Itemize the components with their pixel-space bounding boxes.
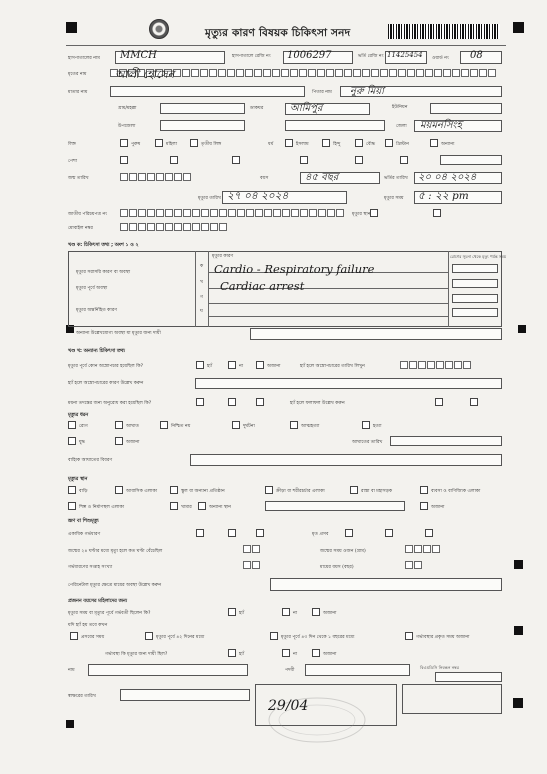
divider [208,316,448,317]
sex-male-checkbox[interactable] [120,139,128,147]
sex-label: লিঙ্গ [68,142,76,147]
surgery-yes-label: হ্যাঁ [207,364,213,369]
religion-islam-checkbox[interactable] [285,139,293,147]
manner-war-label: যুদ্ধ [79,440,86,445]
manner-unknown-label: অজানা [126,440,140,445]
col-cause-label: মৃত্যুর কারণ [212,254,234,259]
hours-cells[interactable] [243,545,261,553]
birth-date-cells[interactable] [120,173,192,181]
sig-date-field[interactable] [120,689,250,701]
manner-date-field[interactable] [390,436,502,446]
manner-heading: মৃত্যুর ধরন [68,413,89,418]
manner-war-checkbox[interactable] [68,437,76,445]
place-other-checkbox[interactable] [198,502,206,510]
job-checkbox[interactable] [300,156,308,164]
manner-date-label: আঘাতের তারিখ [352,440,383,445]
place-home-label: বাড়ি [79,489,88,494]
religion-label: ধর্ম [268,142,274,147]
post-label: ডাকঘর [250,106,264,111]
sig-name-field[interactable] [88,664,248,676]
place-residential-label: আবাসিক এলাকা [126,489,158,494]
contributed-no-checkbox[interactable] [282,649,290,657]
religion-christian-label: খ্রিস্টান [396,142,409,147]
place-road-checkbox[interactable] [350,486,358,494]
ward-label: ওয়ার্ড নং [432,56,449,61]
registration-mark [513,698,523,708]
contributed-unknown-checkbox[interactable] [312,649,320,657]
nid-cells[interactable] [120,209,345,217]
manner-unknown-checkbox[interactable] [115,437,123,445]
row-a-label: মৃত্যুর সরাসরি কারণ বা অবস্থা [76,270,131,275]
sex-female-checkbox[interactable] [155,139,163,147]
place-unknown-label: অজানা [431,505,445,510]
sig-bmdc-label: বিএমডিসি নিবন্ধন নম্বর [420,665,460,670]
interval-field[interactable] [452,308,498,317]
interval-field[interactable] [452,279,498,288]
sig-bmdc-field[interactable] [435,672,502,682]
pregnant-yes-label: হ্যাঁ [239,611,245,616]
place-checkbox[interactable] [433,209,441,217]
place-school-label: স্কুল বা অন্যান্য প্রতিষ্ঠান [181,489,225,494]
part2-heading: খণ্ড খ: অন্যান্য চিকিৎসা তথ্য [68,349,125,354]
phone-cells[interactable] [120,223,228,231]
interval-field[interactable] [452,264,498,273]
place-sports-checkbox[interactable] [265,486,273,494]
job-checkbox[interactable] [232,156,240,164]
admit-date-label: ভর্তির তারিখ [384,176,408,181]
pregnant-yes-checkbox[interactable] [228,608,236,616]
manner-homicide-label: হত্যা [373,424,382,429]
union-field[interactable] [430,103,502,114]
name-label: মৃতের নাম [68,72,87,77]
place-industrial-checkbox[interactable] [68,502,76,510]
hospital-value: MMCH [120,50,157,61]
place-other-label: অন্যান্য স্থান [209,505,232,510]
manner-injury-checkbox[interactable] [115,421,123,429]
upazila-field[interactable] [160,120,245,131]
perinatal-label: পেরিনেটাল মৃত্যুর ক্ষেত্রে মায়ের অবস্থা উল্লেখ করুন [68,583,162,588]
sex-third-label: তৃতীয় লিঙ্গ [201,142,222,147]
religion-christian-checkbox[interactable] [385,139,393,147]
father-label: পিতার নাম [312,90,332,95]
manner-accident-label: দুর্ঘটনা [243,424,255,429]
district-label: জেলা [396,124,407,129]
contributed-unknown-label: অজানা [323,652,337,657]
mother-age-label: মায়ের বয়স (বছর) [320,565,354,570]
job-checkbox[interactable] [400,156,408,164]
job-checkbox[interactable] [120,156,128,164]
sig-designation-label: পদবী [285,668,295,673]
divider [208,303,448,304]
place-unknown-checkbox[interactable] [420,502,428,510]
when-delivery-checkbox[interactable] [70,632,78,640]
part1-heading: খণ্ড ক: চিকিৎসা তথ্য ; অংশ ১ ও ২ [68,243,139,248]
reg-label: হাসপাতালে রেজি নং [232,54,271,59]
maternal-heading: প্রজনন বয়সের মহিলাদের জন্য [68,599,127,604]
village-label: গ্রাম/মহল্লা [118,106,137,111]
union-label: ইউনিয়ন [392,105,408,110]
job-label: পেশা [68,159,78,164]
place-home-checkbox[interactable] [68,486,76,494]
sex-third-checkbox[interactable] [190,139,198,147]
when-unknown-label: গর্ভাবস্থার প্রকৃত সময় অজানা [416,635,470,640]
death-time-label: মৃত্যুর সময় [384,196,404,201]
hours-label: জন্মের ২৪ ঘণ্টার মধ্যে মৃত্যু হলে কত ঘণ্টা বেঁচেছিল [68,549,163,554]
age-label: বয়স [260,176,269,181]
place-farm-label: খামার [181,505,192,510]
when-unknown-checkbox[interactable] [405,632,413,640]
stillbirth-label: মৃত প্রসব [312,532,329,537]
contributed-no-label: না [293,652,298,657]
stillbirth-unknown-checkbox[interactable] [425,529,433,537]
when-delivery-label: প্রসবের সময় [81,635,105,640]
ward-value: 08 [470,50,483,61]
father-value: নুরু মিয়া [350,86,385,97]
surgery-reason-label: হ্যাঁ হলে অস্ত্রোপচারের কারণ উল্লেখ করুন [68,381,144,386]
divider [195,251,196,327]
when-1year-label: মৃত্যুর পূর্বে ৪৩ দিন থেকে ১ বছরের মধ্যে [281,635,355,640]
reg-value: 1006297 [287,50,332,61]
autopsy-result-checkbox[interactable] [470,398,478,406]
manner-suicide-label: আত্মহত্যা [301,424,320,429]
surgery-no-label: না [239,364,244,369]
registration-mark [514,626,523,635]
surgery-label: মৃত্যুর পূর্বে কোন অস্ত্রোপচার হয়েছিল কি? [68,364,144,369]
surgery-date-label: হ্যাঁ হলে অস্ত্রোপচারের তারিখ লিখুন [300,364,365,369]
manner-accident-checkbox[interactable] [232,421,240,429]
place-industrial-label: শিল্প ও নির্মাণস্থল এলাকা [79,505,125,510]
when-42days-label: মৃত্যুর পূর্বে ৪২ দিনের মধ্যে [156,635,205,640]
contributed-yes-checkbox[interactable] [228,649,236,657]
cause-a-value[interactable]: Cardio - Respiratory failure [214,262,375,276]
interval-field[interactable] [452,294,498,303]
phone-label: মোবাইল নম্বর [68,226,93,231]
admit-date-value: ২০ ০৪ ২০২৪ [418,172,477,183]
contributed-yes-label: হ্যাঁ [239,652,245,657]
government-seal-icon [149,19,169,39]
external-field[interactable] [190,454,502,466]
external-label: বাহ্যিক আঘাতের বিবরণ [68,458,113,463]
autopsy-result-checkbox[interactable] [435,398,443,406]
autopsy-yes-checkbox[interactable] [196,398,204,406]
part2-label: অন্যান্য উল্লেখযোগ্য অবস্থা যা মৃত্যুর জন্য দায়ী [76,331,161,336]
when-42days-checkbox[interactable] [145,632,153,640]
row-letter: গ [200,295,204,300]
place-farm-checkbox[interactable] [170,502,178,510]
row-b-label: মৃত্যুর পূর্বে অবস্থা [76,286,108,291]
manner-homicide-checkbox[interactable] [362,421,370,429]
village-value: আমিপুর [290,103,323,114]
religion-islam-label: ইসলাম [296,142,309,147]
col-interval-label: রোগের সূচনা থেকে মৃত্যু পর্যন্ত সময় [450,254,507,259]
place-commercial-label: ব্যবসা ও বাণিজ্যিক এলাকা [431,489,481,494]
sex-male-label: পুরুষ [131,142,141,147]
registration-mark [513,22,524,33]
village-field[interactable] [160,103,245,114]
row-letter: ঘ [200,309,203,314]
mother-field[interactable] [110,86,305,97]
surgery-no-checkbox[interactable] [228,361,236,369]
district-value: ময়মনসিংহ [420,120,462,131]
pregnant-no-label: না [293,611,298,616]
manner-disease-checkbox[interactable] [68,421,76,429]
mother-label: মাতার নাম [68,90,88,95]
row-letter: ক [200,264,204,269]
pregnant-no-checkbox[interactable] [282,608,290,616]
age-value: ৪৫ বছর [305,172,339,183]
when-1year-checkbox[interactable] [270,632,278,640]
cause-b-value[interactable]: Cardiac arrest [220,279,305,293]
death-date-label: মৃত্যুর তারিখ [198,196,221,201]
surgery-unknown-checkbox[interactable] [256,361,264,369]
seal-box[interactable] [402,684,502,714]
perinatal-field[interactable] [270,578,502,591]
name-value: আলী হোসেন [115,68,175,81]
contributed-label: গর্ভাবস্থা কি মৃত্যুর জন্য দায়ী ছিল? [105,652,168,657]
multiple-yes-checkbox[interactable] [196,529,204,537]
religion-buddhist-checkbox[interactable] [355,139,363,147]
signature-text: 29/04 [268,698,309,714]
place-school-checkbox[interactable] [170,486,178,494]
autopsy-result-label: হ্যাঁ হলে ফলাফল উল্লেখ করুন [290,401,345,406]
religion-hindu-checkbox[interactable] [322,139,330,147]
death-time-value: ৫ : ২২ pm [418,190,469,202]
manner-uncertain-checkbox[interactable] [160,421,168,429]
divider [448,251,449,327]
manner-injury-label: আঘাত [126,424,139,429]
sig-date-label: স্বাক্ষরের তারিখ [68,694,96,699]
hospital-label: হাসপাতালের নাম [68,56,100,61]
place-residential-checkbox[interactable] [115,486,123,494]
sex-female-label: মহিলা [166,142,178,147]
death-date-value: ২৭ ০৪ ২০২৪ [227,190,289,202]
place-heading: মৃত্যুর স্থান [68,477,88,482]
weeks-cells[interactable] [243,561,261,569]
bed-label: ভর্তি রেজি নং [358,54,384,59]
row-letter: খ [200,280,204,285]
surgery-unknown-label: অজানা [267,364,281,369]
stillbirth-yes-checkbox[interactable] [345,529,353,537]
registration-mark [66,22,77,33]
weight-label: জন্মের সময় ওজন (গ্রাম) [320,549,366,554]
pregnant-label: মৃত্যুর সময় বা মৃত্যুর পূর্বে গর্ভবতী ছিলেন কি? [68,611,151,616]
post-code-field[interactable] [285,120,385,131]
religion-hindu-label: হিন্দু [333,142,341,147]
religion-other-checkbox[interactable] [430,139,438,147]
part2-field[interactable] [250,328,502,340]
registration-mark [518,325,526,333]
manner-uncertain-label: নিশ্চিত নয় [171,424,191,429]
job-checkbox[interactable] [170,156,178,164]
multiple-label: একাধিক গর্ভধারণ [68,532,101,537]
religion-buddhist-label: বৌদ্ধ [366,142,376,147]
upazila-label: উপজেলা [118,124,136,129]
pregnant-unknown-label: অজানা [323,611,337,616]
place-sports-label: ক্রীড়া বা শরীরচর্চার এলাকা [276,489,325,494]
place-checkbox[interactable] [370,209,378,217]
when-label: যদি হ্যাঁ হয় তবে কখন [68,623,108,628]
place-road-label: রাস্তা বা মহাসড়ক [361,489,393,494]
weeks-label: গর্ভধারণের সপ্তাহ সংখ্যা [68,565,113,570]
surgery-reason-field[interactable] [195,378,502,389]
multiple-unknown-checkbox[interactable] [256,529,264,537]
place-other-field[interactable] [265,501,405,511]
job-checkbox[interactable] [355,156,363,164]
nid-label: জাতীয় পরিচয়পত্র নং [68,212,108,217]
mother-age-cells[interactable] [405,561,423,569]
job-other-field[interactable] [440,155,502,165]
manner-suicide-checkbox[interactable] [290,421,298,429]
religion-other-label: অন্যান্য [441,142,455,147]
birth-date-label: জন্ম তারিখ [68,176,89,181]
surgery-yes-checkbox[interactable] [196,361,204,369]
pregnant-unknown-checkbox[interactable] [312,608,320,616]
place-label: মৃত্যুর স্থান [352,212,371,217]
row-c-label: মৃত্যুর অন্তর্নিহিত কারণ [76,308,118,313]
barcode [388,24,500,39]
surgery-date-cells[interactable] [400,361,472,369]
stillbirth-no-checkbox[interactable] [385,529,393,537]
autopsy-no-checkbox[interactable] [228,398,236,406]
multiple-no-checkbox[interactable] [228,529,236,537]
autopsy-label: ময়না তদন্তের জন্য অনুরোধ করা হয়েছিল কি? [68,401,152,406]
manner-disease-label: রোগ [79,424,88,429]
bed-value: 11425454 [387,51,423,59]
divider [66,45,506,46]
fetal-heading: ভ্রূণ বা শিশুমৃত্যু [68,519,99,524]
sig-designation-field[interactable] [305,664,410,676]
weight-cells[interactable] [405,545,441,553]
registration-mark [514,560,523,569]
registration-mark [66,720,74,728]
autopsy-unknown-checkbox[interactable] [256,398,264,406]
place-commercial-checkbox[interactable] [420,486,428,494]
form-title: মৃত্যুর কারণ বিষয়ক চিকিৎসা সনদ [205,27,351,39]
sig-name-label: নাম [68,668,75,673]
